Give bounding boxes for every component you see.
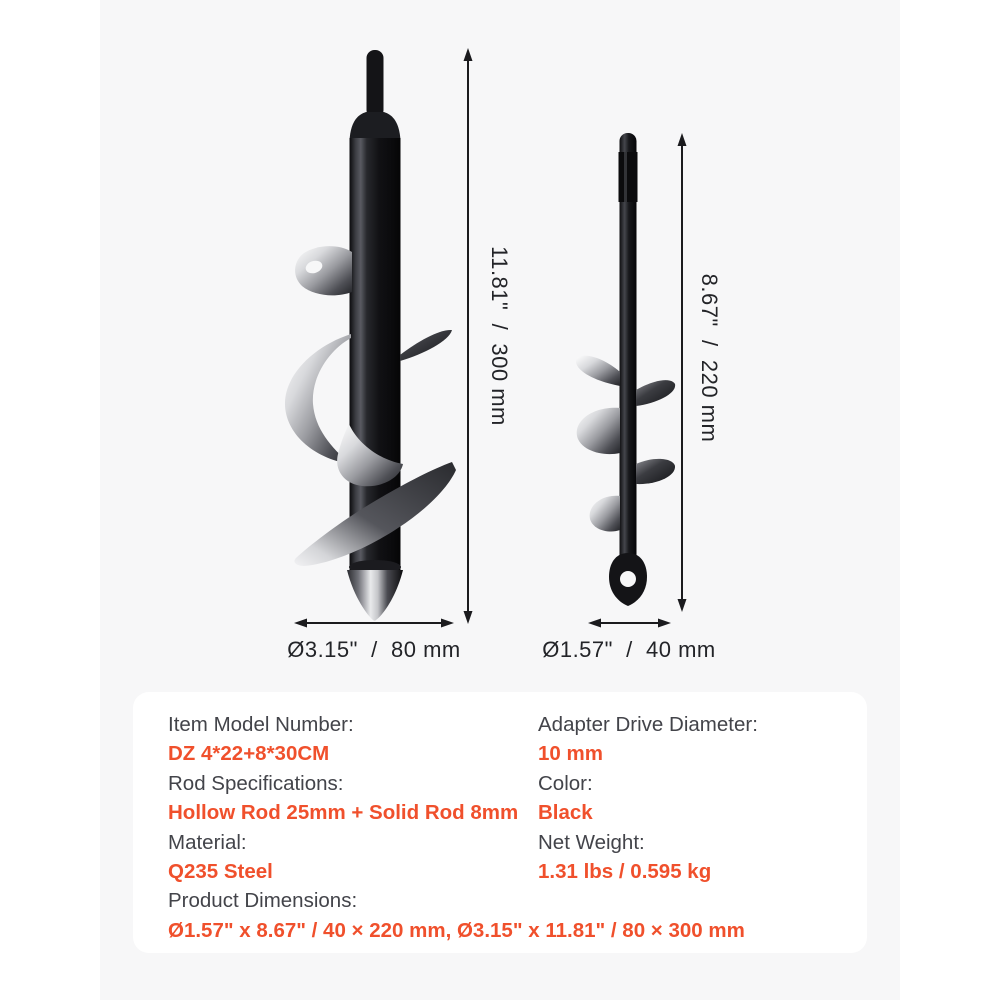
- arrowhead-down-icon: [678, 599, 687, 612]
- left-auger-height-label: 11.81" / 300 mm: [487, 246, 512, 426]
- hex-shank-facet-highlight: [624, 152, 627, 202]
- spec-value: Black: [538, 801, 593, 825]
- product-stage: [100, 0, 900, 1000]
- spec-label: Color:: [538, 771, 593, 795]
- spec-value: Hollow Rod 25mm + Solid Rod 8mm: [168, 801, 519, 825]
- arrowhead-left-icon: [294, 619, 307, 628]
- auger-dimension-diagram: [100, 0, 900, 690]
- right-auger-flight-4: [636, 459, 675, 484]
- left-auger-diameter-label: Ø3.15" / 80 mm: [287, 637, 461, 662]
- right-auger-illustration: [576, 133, 675, 606]
- right-auger-flight-3: [577, 408, 620, 454]
- specs-column-right: [538, 710, 758, 886]
- right-auger-hex-shank: [619, 152, 638, 202]
- spec-label: Adapter Drive Diameter:: [538, 713, 758, 736]
- left-auger-illustration: [285, 50, 456, 621]
- spec-label: Product Dimensions:: [168, 889, 358, 913]
- arrowhead-up-icon: [678, 133, 687, 146]
- arrowhead-left-icon: [588, 619, 601, 628]
- spec-label: Rod Specifications:: [168, 771, 344, 795]
- arrowhead-up-icon: [464, 48, 473, 61]
- left-auger-shank: [367, 50, 384, 118]
- right-auger-flight-1: [576, 356, 620, 386]
- eyelet-hole: [620, 571, 636, 587]
- spec-label: Material:: [168, 830, 247, 854]
- right-auger-height-label: 8.67" / 220 mm: [697, 273, 722, 443]
- specs-panel: [133, 692, 867, 953]
- left-auger-shoulder: [350, 112, 401, 142]
- arrowhead-right-icon: [658, 619, 671, 628]
- left-auger-mount-tab: [295, 246, 352, 295]
- spec-value: Ø1.57" x 8.67" / 40 × 220 mm, Ø3.15" x 11.81" / 80 × 300 mm: [168, 918, 745, 942]
- spec-value: 1.31 lbs / 0.595 kg: [538, 859, 712, 883]
- arrowhead-right-icon: [441, 619, 454, 628]
- spec-value: 10 mm: [538, 742, 603, 766]
- spec-value: DZ 4*22+8*30CM: [168, 742, 330, 766]
- right-auger-flight-2: [636, 380, 675, 406]
- spec-label: Item Model Number:: [168, 713, 354, 736]
- right-auger-diameter-label: Ø1.57" / 40 mm: [542, 637, 716, 662]
- arrowhead-down-icon: [464, 611, 473, 624]
- right-auger-flight-5: [590, 496, 620, 532]
- left-auger-flight-upper-right: [400, 330, 452, 361]
- spec-label: Net Weight:: [538, 830, 645, 854]
- spec-value: Q235 Steel: [168, 859, 273, 883]
- left-auger-tip-cone: [347, 570, 403, 621]
